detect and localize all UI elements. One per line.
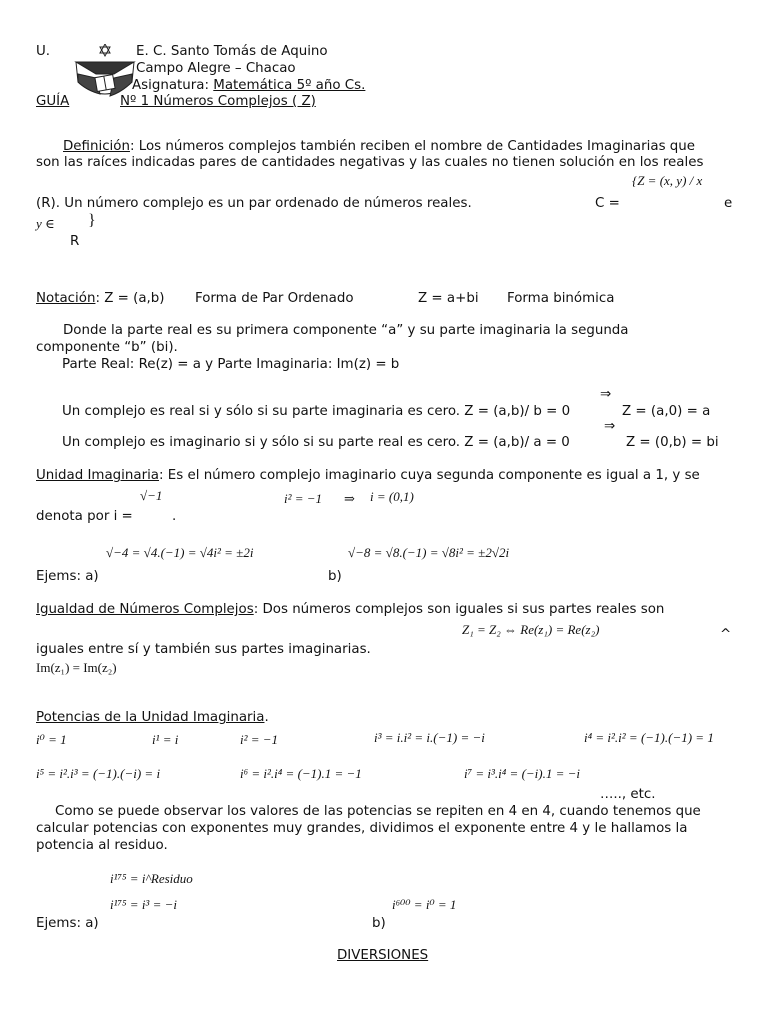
partes-line2: componente “b” (bi). (36, 340, 178, 355)
binom-eq: Z = a+bi (418, 291, 479, 306)
power-3: i³ = i.i² = i.(−1) = −i (374, 730, 485, 745)
unidad-arrow: ⇒ (344, 491, 355, 506)
arrow-real: ⇒ (600, 387, 612, 402)
potencias-heading: Potencias de la Unidad Imaginaria. (36, 710, 269, 725)
school-place: Campo Alegre – Chacao (136, 61, 296, 76)
denota-text: denota por i = (36, 509, 133, 524)
i-squared: i² = −1 (284, 491, 323, 506)
sqrt-neg1: √−1 (140, 488, 163, 503)
imag-condition: Un complejo es imaginario si y sólo si su parte real es cero. Z = (a,b)/ a = 0 (62, 435, 570, 450)
arrow-imag: ⇒ (604, 419, 616, 434)
school-name: E. C. Santo Tomás de Aquino (136, 44, 328, 59)
power-1: i¹ = i (152, 732, 179, 747)
igualdad-line1: Igualdad de Números Complejos: Dos números complejos son iguales si sus partes reales son (36, 602, 665, 617)
igualdad-formula2: Im(z₁) = Im(z₂) (36, 660, 117, 675)
definicion-line2: son las raíces indicadas pares de cantidades negativas y las cuales no tienen solución en los reales (36, 155, 704, 170)
guide-label: GUÍA (36, 94, 70, 109)
unidad-label: Unidad Imaginaria (36, 468, 160, 483)
definicion-label: Definición (63, 139, 130, 154)
potencias-example-b: i⁶⁰⁰ = i⁰ = 1 (392, 897, 457, 912)
power-7: i⁷ = i³.i⁴ = (−i).1 = −i (464, 766, 581, 781)
diversiones-heading: DIVERSIONES (337, 948, 429, 963)
binom-form: Forma binómica (507, 291, 615, 306)
notacion-pair: Notación: Z = (a,b) (36, 291, 165, 306)
example-b-formula: √−8 = √8.(−1) = √8i² = ±2√2i (348, 545, 510, 560)
definicion-line1: Definición: Los números complejos también reciben el nombre de Cantidades Imaginarias que (63, 139, 696, 154)
c-equals: C = (595, 196, 620, 211)
pair-form: Forma de Par Ordenado (195, 291, 354, 306)
real-result: Z = (a,0) = a (622, 404, 711, 419)
subject-line (132, 78, 365, 93)
brace-close: } (88, 212, 96, 229)
definicion-line3: (R). Un número complejo es un par ordenado de números reales. (36, 196, 472, 211)
example-a-formula: √−4 = √4.(−1) = √4i² = ±2i (106, 545, 254, 560)
subject-label: Asignatura: (132, 78, 210, 93)
partes-line3: Parte Real: Re(z) = a y Parte Imaginaria: Im(z) = b (62, 357, 400, 372)
imag-result: Z = (0,b) = bi (626, 435, 719, 450)
unidad-line1: Unidad Imaginaria: Es el número complejo imaginario cuya segunda componente es igual a 1, y se (36, 468, 700, 483)
header-u: U. (36, 44, 51, 59)
and-symbol: ^ (720, 627, 732, 642)
partes-line1: Donde la parte real es su primera componente “a” y su parte imaginaria la segunda (63, 323, 629, 338)
etc-text: ….., etc. (600, 787, 656, 802)
set-definition: {Z = (x, y) / x (632, 173, 703, 188)
potencias-text1: Como se puede observar los valores de las potencias se repiten en 4 en 4, cuando tenemos que (55, 804, 701, 819)
igualdad-line2: iguales entre sí y también sus partes imaginarias. (36, 642, 371, 657)
ejems-b: b) (328, 569, 342, 584)
potencias-example-a: i¹⁷⁵ = i³ = −i (110, 897, 177, 912)
ejems-a: Ejems: a) (36, 569, 99, 584)
r-letter: R (70, 234, 80, 249)
subject-value: Matemática 5º año Cs. (213, 78, 366, 93)
guide-title: Nº 1 Números Complejos ( Z) (120, 94, 316, 109)
potencias-label: Potencias de la Unidad Imaginaria (36, 710, 265, 725)
power-2: i² = −1 (240, 732, 279, 747)
power-6: i⁶ = i².i⁴ = (−1).1 = −1 (240, 766, 362, 781)
residuo-formula: i¹⁷⁵ = i^Residuo (110, 871, 193, 886)
potencias-text2: calcular potencias con exponentes muy grandes, dividimos el exponente entre 4 y le hallamos la (36, 821, 688, 836)
i-pair: i = (0,1) (370, 489, 414, 504)
e-letter: e (724, 196, 733, 211)
power-0: i⁰ = 1 (36, 732, 67, 747)
real-condition: Un complejo es real si y sólo si su parte imaginaria es cero. Z = (a,b)/ b = 0 (62, 404, 571, 419)
potencias-text3: potencia al residuo. (36, 838, 168, 853)
power-4: i⁴ = i².i² = (−1).(−1) = 1 (584, 730, 714, 745)
igualdad-formula: Z₁ = Z₂ ⇔ Re(z₁) = Re(z₂) (462, 622, 600, 637)
denota-dot: . (172, 509, 177, 524)
notacion-label: Notación (36, 291, 96, 306)
potencias-ejems-a: Ejems: a) (36, 916, 99, 931)
power-5: i⁵ = i².i³ = (−1).(−i) = i (36, 766, 161, 781)
potencias-ejems-b: b) (372, 916, 386, 931)
igualdad-label: Igualdad de Números Complejos (36, 602, 254, 617)
y-in: y ∈ (36, 216, 55, 231)
